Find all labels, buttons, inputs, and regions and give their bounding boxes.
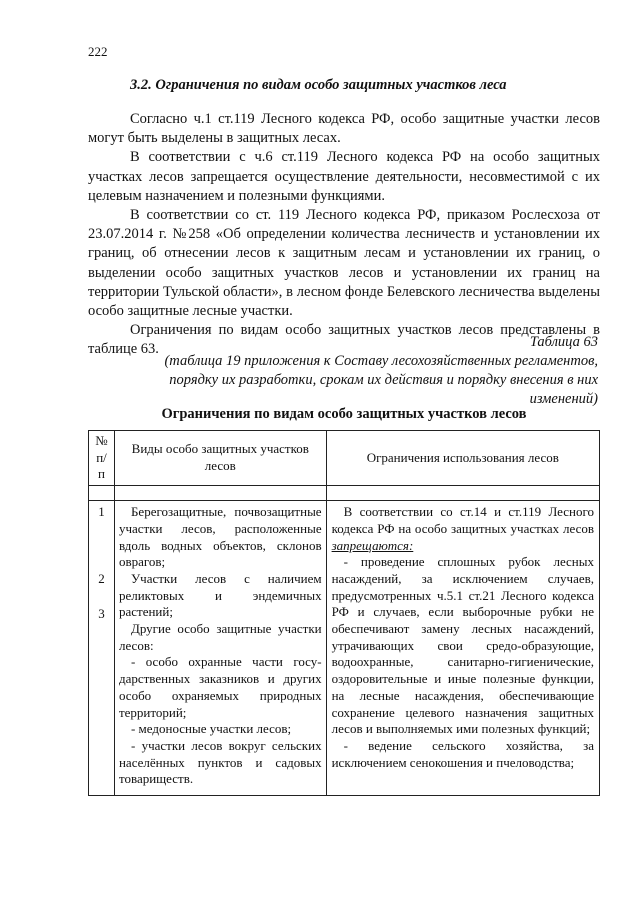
row-number: 1 [98,504,105,520]
restriction-item: - проведение сплошных рубок лесных насаждений, за исключением случаев, предусмотренных ч.5.1 ст.21 Лесного кодекса РФ и случаев, если выборочные рубки не обеспечивают замену лесных насаждений, утрачивающих свои средо-образующие, водоохранные, санитарно-гигиенические, оздоровительные и иные полезные функции, на лесные насаждения, обеспечивающие сохранение целевого назначения защитных лесов и выполняемых ими полезных функций; [331,554,594,737]
restrictions-table [88,430,600,796]
table-note-line: порядку их разработки, срокам их действия и порядку внесения в них [169,372,598,388]
body-text [88,110,600,360]
types-cell [114,501,326,796]
table-note-line: изменений) [529,391,598,407]
type-item: Участки лесов с наличием реликтовых и эндемичных растений; [118,570,322,620]
table-row [89,501,600,796]
restriction-intro [332,504,594,554]
type-item: - медоносные участки лесов; [130,721,292,737]
restriction-item: - ведение сельского хозяйства, за исключением сенокошения и пчеловодства; [331,737,594,770]
table-caption [140,333,598,409]
prohibited-label: запрещаются: [331,537,414,553]
table-title: Ограничения по видам особо защитных участков лесов [161,406,527,422]
restriction-intro-text: В соответствии со ст.14 и ст.119 Лесного кодекса РФ на особо защитных участках лесов [331,504,594,536]
table-spacer-row [89,486,600,501]
paragraph: В соответствии со ст. 119 Лесного кодекса РФ, приказом Рослесхоза от 23.07.2014 г. №258 «Об определении количества лесничеств и установлении их границ, об отнесении лесов к защитным лесам и установлении их границ, о выделении особо защитных участков лесов и установлении их границ на территории Тульской области», в лесном фонде Белевского лесничества выделены особо защитные лесные участки. [88,207,600,320]
section-title: 3.2. Ограничения по видам особо защитных участков леса [130,77,507,93]
table-header-row [89,431,600,486]
row-number: 3 [98,605,105,621]
spacer-cell [89,486,115,501]
paragraph: В соответствии с ч.6 ст.119 Лесного кодекса РФ на особо защитных участках лесов запрещается осуществление деятельности, несовместимой с их целевым назначением и полезными функциями. [88,149,600,204]
page-number: 222 [88,44,108,59]
header-num: № п/п [89,431,115,486]
table-label: Таблица 63 [529,334,598,350]
row-number: 2 [98,570,105,586]
spacer-cell [326,486,599,501]
spacer-cell [114,486,326,501]
type-item: - особо охранные части госу-дарственных заказников и других особо охраняемых природных территорий; [118,654,322,720]
type-item: - участки лесов вокруг сельских населённых пунктов и садовых товариществ. [118,737,322,787]
restrictions-cell [326,501,599,796]
header-restrictions: Ограничения использования лесов [326,431,599,486]
type-item: Берегозащитные, почвозащитные участки лесов, расположенные вдоль водных объектов, склонов оврагов; [118,504,322,570]
header-types: Виды особо защитных участков лесов [114,431,326,486]
paragraph: Согласно ч.1 ст.119 Лесного кодекса РФ, особо защитные участки лесов могут быть выделены в защитных лесах. [88,111,600,147]
paragraph: Ограничения по видам особо защитных участков лесов представлены в таблице 63. [88,322,600,358]
table-note-line: (таблица 19 приложения к Составу лесохозяйственных регламентов, [164,353,598,369]
type-item: Другие особо защитные участки лесов: [118,621,322,653]
row-numbers-cell [89,501,115,796]
